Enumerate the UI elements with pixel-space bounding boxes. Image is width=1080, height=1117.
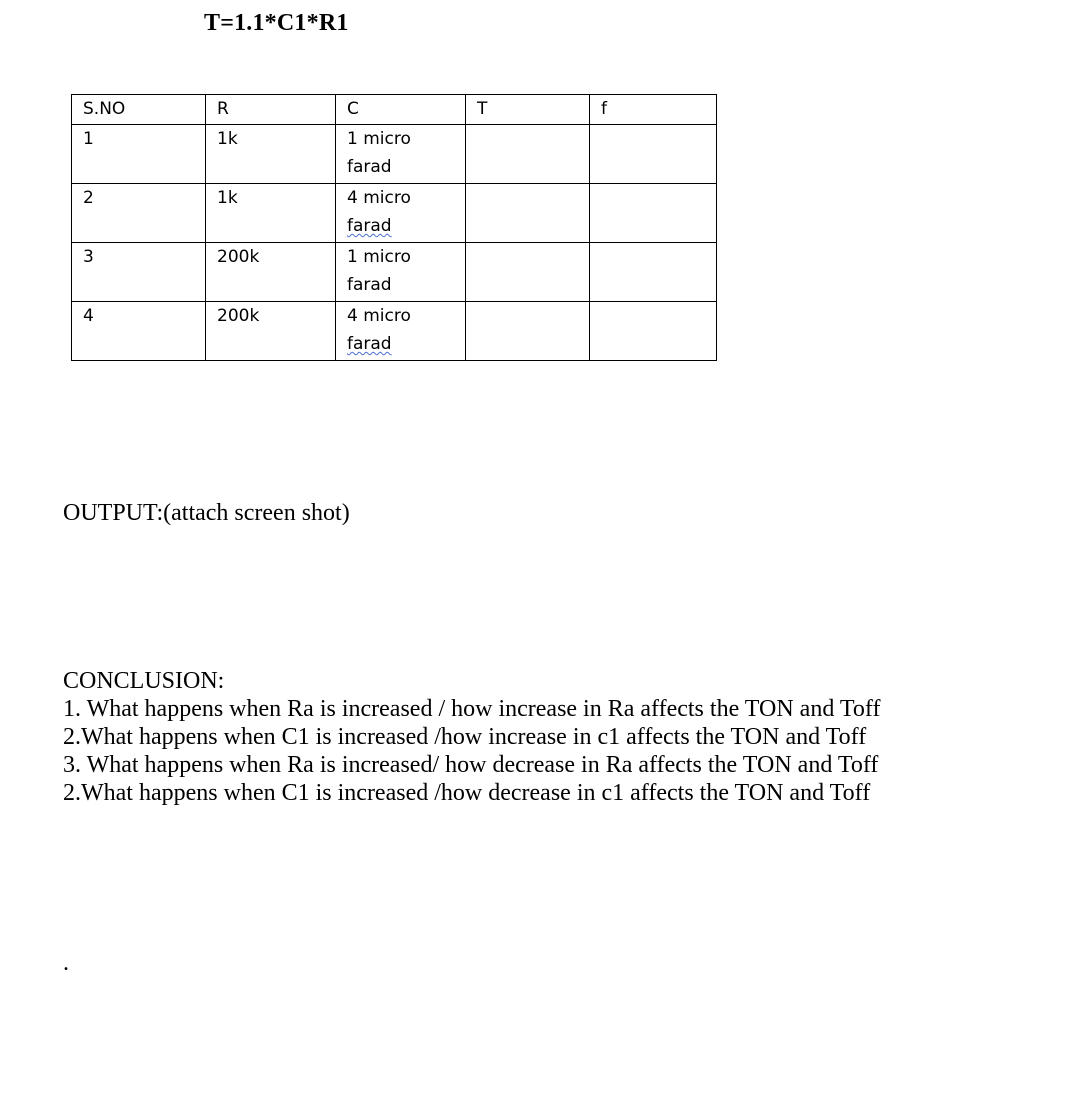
cell-c-line2: farad <box>347 275 392 295</box>
cell-c <box>336 243 466 302</box>
cell-sno: 1 <box>72 125 206 184</box>
header-t: T <box>466 95 590 125</box>
header-c: C <box>336 95 466 125</box>
cell-t <box>466 125 590 184</box>
cell-r: 200k <box>206 243 336 302</box>
cell-c-line1: 4 micro <box>347 306 411 326</box>
cell-c <box>336 125 466 184</box>
readings-table <box>71 94 717 361</box>
cell-f <box>590 243 717 302</box>
cell-c-line2: farad <box>347 157 392 177</box>
table-row <box>72 184 717 243</box>
cell-f <box>590 302 717 361</box>
cell-f <box>590 184 717 243</box>
header-f: f <box>590 95 717 125</box>
cell-c <box>336 184 466 243</box>
cell-sno: 3 <box>72 243 206 302</box>
cell-t <box>466 184 590 243</box>
table-row <box>72 125 717 184</box>
conclusion-title: CONCLUSION: <box>63 668 225 694</box>
table-row <box>72 302 717 361</box>
cell-c-line1: 4 micro <box>347 188 411 208</box>
header-sno: S.NO <box>72 95 206 125</box>
conclusion-item: 3. What happens when Ra is increased/ how decrease in Ra affects the TON and Toff <box>63 752 879 778</box>
conclusion-item: 1. What happens when Ra is increased / how increase in Ra affects the TON and Toff <box>63 696 881 722</box>
conclusion-section <box>63 667 880 807</box>
cell-r: 1k <box>206 184 336 243</box>
cell-c-line1: 1 micro <box>347 247 411 267</box>
cell-c-line2: farad <box>347 216 392 236</box>
output-label: OUTPUT:(attach screen shot) <box>63 500 350 526</box>
trailing-mark: . <box>63 950 69 976</box>
table-header-row <box>72 95 717 125</box>
cell-c-line2: farad <box>347 334 392 354</box>
cell-r: 200k <box>206 302 336 361</box>
cell-c-line1: 1 micro <box>347 129 411 149</box>
cell-r: 1k <box>206 125 336 184</box>
cell-f <box>590 125 717 184</box>
cell-sno: 2 <box>72 184 206 243</box>
conclusion-item: 2.What happens when C1 is increased /how increase in c1 affects the TON and Toff <box>63 724 867 750</box>
cell-c <box>336 302 466 361</box>
header-r: R <box>206 95 336 125</box>
formula-heading: T=1.1*C1*R1 <box>204 10 349 36</box>
cell-t <box>466 302 590 361</box>
conclusion-item: 2.What happens when C1 is increased /how decrease in c1 affects the TON and Toff <box>63 780 871 806</box>
cell-t <box>466 243 590 302</box>
table-row <box>72 243 717 302</box>
cell-sno: 4 <box>72 302 206 361</box>
